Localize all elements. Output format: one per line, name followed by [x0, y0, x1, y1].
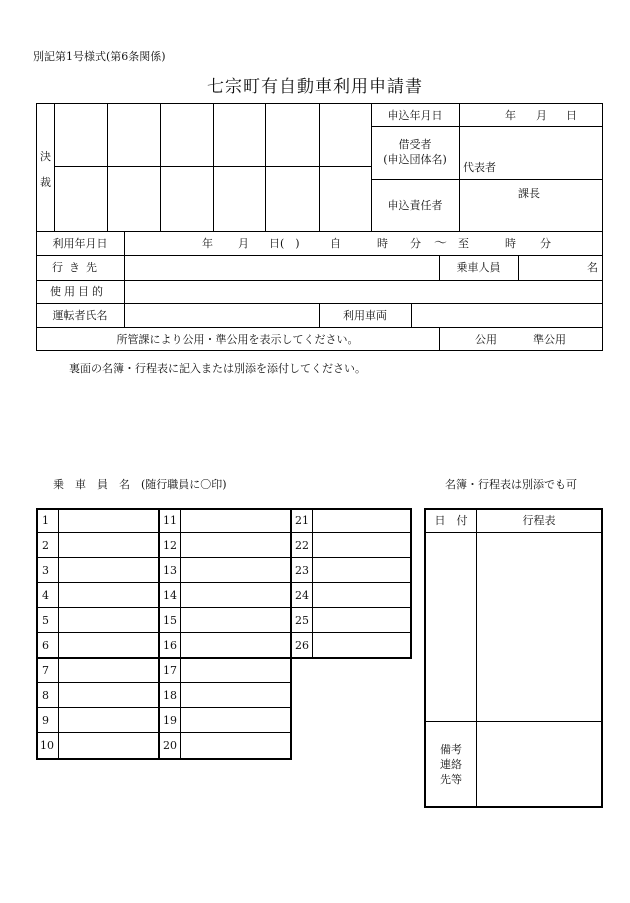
passenger-number: 7	[42, 664, 49, 677]
passenger-number: 21	[295, 514, 309, 527]
passenger-number: 18	[163, 689, 177, 702]
use-date-label: 利用年月日	[52, 237, 108, 250]
passenger-number: 15	[163, 614, 177, 627]
use-to: 至	[458, 237, 469, 250]
passenger-number: 25	[295, 614, 309, 627]
approval-label-2: 裁	[40, 176, 51, 189]
approval-label-1: 決	[40, 150, 51, 163]
passenger-number: 11	[163, 514, 177, 527]
semi-public-option: 準公用	[533, 333, 566, 346]
itinerary-column-label: 行程表	[522, 514, 556, 527]
passenger-number: 26	[295, 639, 309, 652]
use-hour-from: 時	[377, 237, 388, 250]
passenger-number: 19	[163, 714, 177, 727]
apply-month: 月	[536, 109, 547, 122]
remarks-label-3: 先等	[440, 773, 462, 786]
attachment-alt-note: 名簿・行程表は別添でも可	[445, 478, 577, 491]
borrower-label: 借受者	[398, 138, 432, 151]
range-tilde: 〜	[434, 236, 448, 251]
attachment-note: 裏面の名簿・行程表に記入または別添を添付してください。	[69, 362, 366, 375]
destination-label: 行き先	[52, 261, 103, 274]
passenger-number: 16	[163, 639, 177, 652]
passenger-number: 8	[42, 689, 49, 702]
passenger-number: 24	[295, 589, 309, 602]
use-from: 自	[330, 237, 341, 250]
passenger-number: 13	[163, 564, 177, 577]
passenger-number: 4	[42, 589, 49, 602]
apply-date-label: 申込年月日	[387, 109, 443, 122]
use-hour-to: 時	[505, 237, 516, 250]
passengers-count-label: 乗車人員	[456, 261, 501, 274]
remarks-label-2: 連絡	[440, 758, 462, 771]
borrower-sublabel: (申込団体名)	[383, 153, 447, 166]
passenger-number: 20	[163, 739, 177, 752]
responsible-label: 申込責任者	[387, 199, 443, 212]
passenger-number: 5	[42, 614, 49, 627]
apply-year: 年	[505, 109, 516, 122]
passenger-number: 1	[42, 514, 49, 527]
passenger-number: 9	[42, 714, 49, 727]
passenger-number: 12	[163, 539, 177, 552]
date-column-label: 日 付	[434, 514, 468, 527]
passenger-number: 2	[42, 539, 49, 552]
passenger-list-label: 乗 車 員 名 (随行職員に〇印)	[53, 478, 227, 491]
use-year: 年	[202, 237, 213, 250]
apply-day: 日	[566, 109, 577, 122]
vehicle-label: 利用車両	[343, 309, 387, 322]
use-day: 日( )	[269, 237, 300, 250]
driver-label: 運転者氏名	[52, 309, 108, 322]
passenger-number: 22	[295, 539, 309, 552]
public-option: 公用	[475, 333, 497, 346]
representative-label: 代表者	[463, 161, 496, 174]
passenger-number: 3	[42, 564, 49, 577]
use-min-from: 分	[410, 237, 421, 250]
passengers-unit: 名	[587, 261, 598, 274]
passenger-number: 17	[163, 664, 177, 677]
form-number-label: 別記第1号様式(第6条関係)	[33, 50, 166, 63]
passenger-number: 6	[42, 639, 49, 652]
remarks-label-1: 備考	[440, 743, 462, 756]
public-instruction: 所管課により公用・準公用を表示してください。	[116, 333, 359, 346]
use-min-to: 分	[540, 237, 551, 250]
use-month: 月	[238, 237, 249, 250]
page-title: 七宗町有自動車利用申請書	[207, 77, 423, 97]
passenger-number: 14	[163, 589, 177, 602]
section-chief-label: 課長	[518, 187, 540, 200]
purpose-label: 使用目的	[50, 285, 106, 298]
passenger-number: 23	[295, 564, 309, 577]
passenger-number: 10	[40, 739, 54, 752]
